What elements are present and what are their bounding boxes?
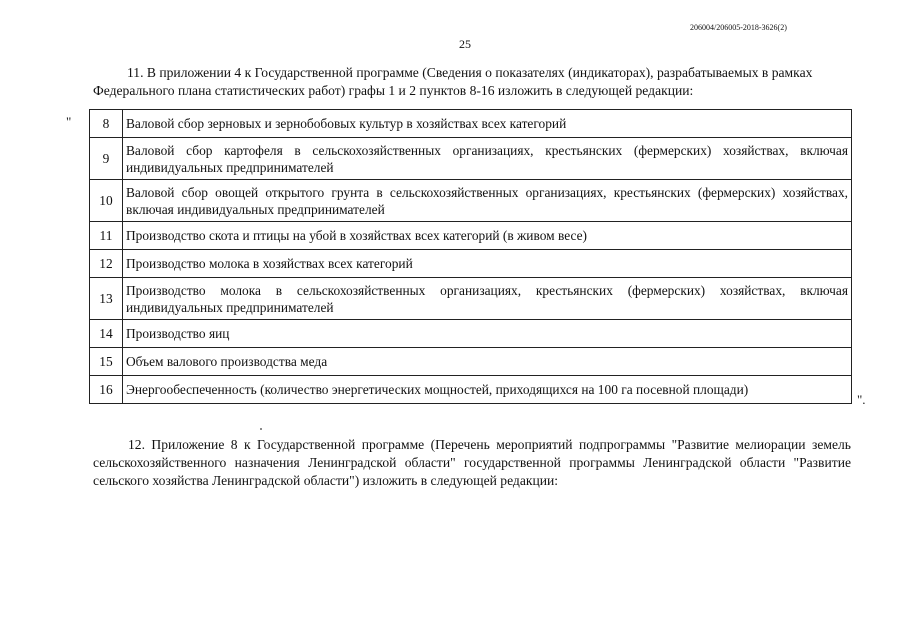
row-number: 10 <box>90 180 123 222</box>
table-row <box>90 376 852 404</box>
row-number: 14 <box>90 320 123 348</box>
table-row <box>90 278 852 320</box>
page-number: 25 <box>459 37 471 51</box>
row-number: 15 <box>90 348 123 376</box>
row-text: Энергообеспеченность (количество энергетических мощностей, приходящихся на 100 га посевной площади) <box>123 376 852 404</box>
indicators-table <box>89 109 852 404</box>
table-row <box>90 348 852 376</box>
document-code: 206004/206005-2018-3626(2) <box>690 23 787 32</box>
row-text: Объем валового производства меда <box>123 348 852 376</box>
row-number: 12 <box>90 250 123 278</box>
opening-quote: " <box>66 114 72 129</box>
row-number: 13 <box>90 278 123 320</box>
paragraph-11: 11. В приложении 4 к Государственной программе (Сведения о показателях (индикаторах), разрабатываемых в рамках Федерального плана статистических работ) графы 1 и 2 пунктов 8-16 изложить в следующей редакции: <box>93 65 813 98</box>
scan-speck <box>260 428 262 430</box>
table-row <box>90 222 852 250</box>
closing-quote: ". <box>857 392 866 407</box>
row-text: Производство яиц <box>123 320 852 348</box>
table-row <box>90 110 852 138</box>
paragraph-12: 12. Приложение 8 к Государственной программе (Перечень мероприятий подпрограммы "Развитие мелиорации земель сельскохозяйственного назначения Ленинградской области" государственной программы Ленинградской области "Развитие сельского хозяйства Ленинградской области") изложить в следующей редакции: <box>93 437 851 488</box>
row-text: Валовой сбор овощей открытого грунта в сельскохозяйственных организациях, крестьянских (фермерских) хозяйствах, включая индивидуальных предпринимателей <box>123 180 852 222</box>
table-row <box>90 138 852 180</box>
row-text: Производство молока в сельскохозяйственных организациях, крестьянских (фермерских) хозяйствах, включая индивидуальных предпринимателей <box>123 278 852 320</box>
row-number: 11 <box>90 222 123 250</box>
table-row <box>90 250 852 278</box>
table-row <box>90 320 852 348</box>
row-number: 8 <box>90 110 123 138</box>
row-number: 9 <box>90 138 123 180</box>
row-text: Валовой сбор картофеля в сельскохозяйственных организациях, крестьянских (фермерских) хозяйствах, включая индивидуальных предпринимателей <box>123 138 852 180</box>
table-row <box>90 180 852 222</box>
row-text: Производство молока в хозяйствах всех категорий <box>123 250 852 278</box>
row-number: 16 <box>90 376 123 404</box>
row-text: Производство скота и птицы на убой в хозяйствах всех категорий (в живом весе) <box>123 222 852 250</box>
row-text: Валовой сбор зерновых и зернобобовых культур в хозяйствах всех категорий <box>123 110 852 138</box>
